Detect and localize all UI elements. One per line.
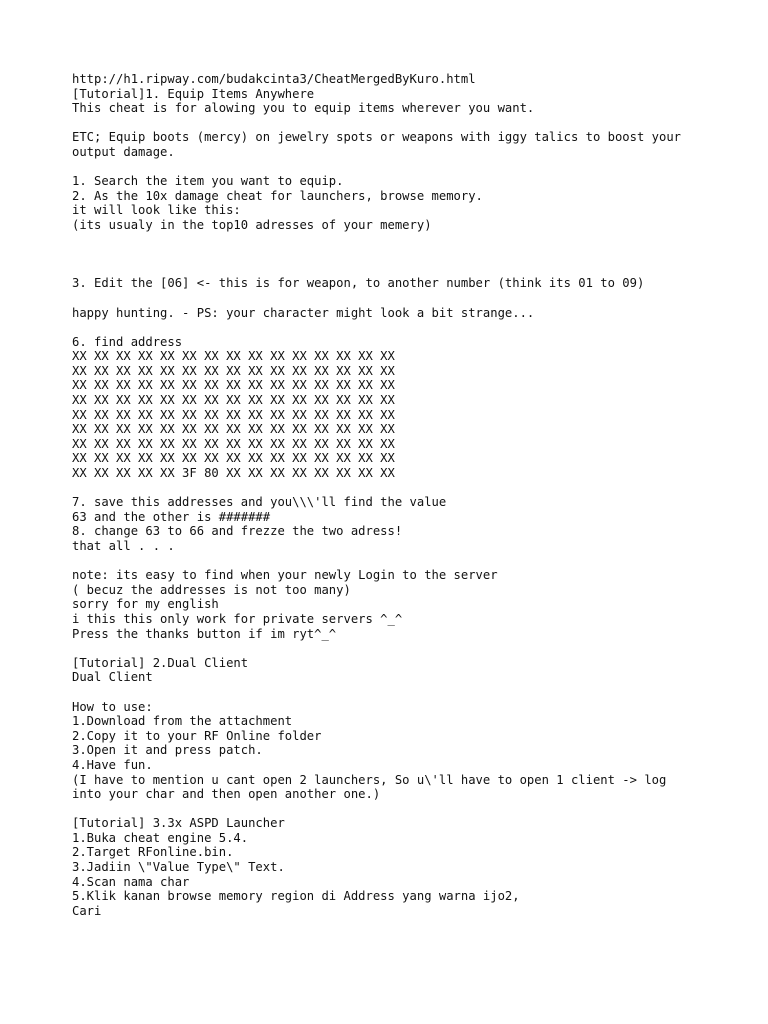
document-body [72, 72, 752, 918]
tutorial-3-step: 5.Klik kanan browse memory region di Address yang warna ijo2, [72, 889, 520, 904]
tutorial-3-step: 3.Jadiin \"Value Type\" Text. [72, 860, 285, 875]
hex-row: XX XX XX XX XX XX XX XX XX XX XX XX XX XX XX [72, 363, 395, 378]
tutorial-3-step: 1.Buka cheat engine 5.4. [72, 830, 249, 845]
tutorial-2-note-line-1: (I have to mention u cant open 2 launchers, So u\'ll have to open 1 client -> log [72, 772, 667, 787]
source-url: http://h1.ripway.com/budakcinta3/CheatMergedByKuro.html [72, 72, 476, 86]
tutorial-1-step-1: 1. Search the item you want to equip. [72, 174, 344, 189]
tutorial-2-title: [Tutorial] 2.Dual Client [72, 655, 249, 670]
tutorial-2-note-line-2: into your char and then open another one.) [72, 787, 381, 802]
hex-row: XX XX XX XX XX XX XX XX XX XX XX XX XX XX XX [72, 378, 395, 393]
tutorial-2-step: 2.Copy it to your RF Online folder [72, 728, 322, 743]
tutorial-2-step: 4.Have fun. [72, 757, 153, 772]
tutorial-1-step-7-value: 63 and the other is ####### [72, 509, 271, 524]
tutorial-1-intro: This cheat is for alowing you to equip items wherever you want. [72, 101, 535, 116]
hex-row: XX XX XX XX XX XX XX XX XX XX XX XX XX XX XX [72, 451, 395, 466]
hex-row: XX XX XX XX XX XX XX XX XX XX XX XX XX XX XX [72, 422, 395, 437]
tutorial-3-step: 4.Scan nama char [72, 874, 190, 889]
tutorial-1-sorry: sorry for my english [72, 597, 219, 612]
tutorial-1-step-8: 8. change 63 to 66 and frezze the two adress! [72, 524, 403, 539]
hex-row: XX XX XX XX XX XX XX XX XX XX XX XX XX XX XX [72, 407, 395, 422]
tutorial-3-title: [Tutorial] 3.3x ASPD Launcher [72, 816, 285, 831]
tutorial-1-note-2: ( becuz the addresses is not too many) [72, 582, 351, 597]
tutorial-1-step-2: 2. As the 10x damage cheat for launchers, browse memory. [72, 188, 483, 203]
tutorial-1-etc-line-2: output damage. [72, 144, 175, 159]
tutorial-2-subtitle: Dual Client [72, 670, 153, 685]
hex-row: XX XX XX XX XX XX XX XX XX XX XX XX XX XX XX [72, 349, 395, 364]
tutorial-2-step: 3.Open it and press patch. [72, 743, 263, 758]
tutorial-1-note: note: its easy to find when your newly Login to the server [72, 568, 498, 583]
tutorial-1-private-servers: i this this only work for private servers ^_^ [72, 611, 403, 626]
tutorial-1-etc-line-1: ETC; Equip boots (mercy) on jewelry spots or weapons with iggy talics to boost your [72, 130, 682, 145]
tutorial-1-step-6: 6. find address [72, 334, 183, 349]
tutorial-1-thanks: Press the thanks button if im ryt^_^ [72, 626, 337, 641]
hex-row: XX XX XX XX XX XX XX XX XX XX XX XX XX XX XX [72, 393, 395, 408]
tutorial-1-step-2-note: it will look like this: [72, 203, 241, 218]
tutorial-1-step-3: 3. Edit the [06] <- this is for weapon, to another number (think its 01 to 09) [72, 276, 645, 291]
hex-row: XX XX XX XX XX 3F 80 XX XX XX XX XX XX XX XX [72, 466, 395, 481]
tutorial-1-step-2-paren: (its usualy in the top10 adresses of your memery) [72, 217, 432, 232]
tutorial-1-step-7: 7. save this addresses and you\\\'ll find the value [72, 495, 447, 510]
tutorial-1-hunting: happy hunting. - PS: your character might look a bit strange... [72, 305, 535, 320]
tutorial-1-title: [Tutorial]1. Equip Items Anywhere [72, 86, 315, 101]
tutorial-2-step: 1.Download from the attachment [72, 714, 293, 729]
tutorial-3-step: Cari [72, 903, 102, 918]
tutorial-2-how-to-use: How to use: [72, 699, 153, 714]
tutorial-1-step-8-end: that all . . . [72, 539, 175, 554]
tutorial-3-step: 2.Target RFonline.bin. [72, 845, 234, 860]
hex-row: XX XX XX XX XX XX XX XX XX XX XX XX XX XX XX [72, 436, 395, 451]
